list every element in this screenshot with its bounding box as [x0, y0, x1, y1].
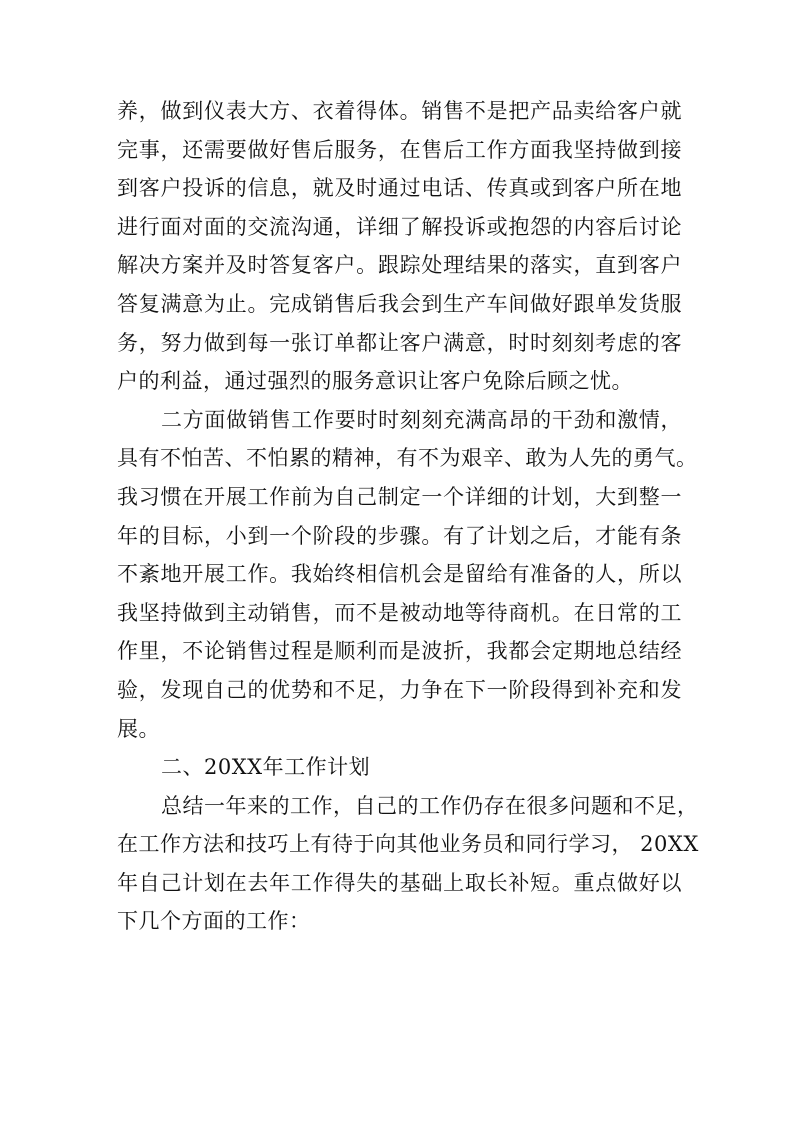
text-line: 年的目标，小到一个阶段的步骤。有了计划之后，才能有条 [117, 523, 682, 548]
text-line: 我坚持做到主动销售，而不是被动地等待商机。在日常的工 [117, 600, 682, 625]
text-line: 在工作方法和技巧上有待于向其他业务员和同行学习， 20XX [117, 832, 699, 857]
document-body [117, 92, 699, 941]
text-line: 下几个方面的工作： [117, 909, 311, 934]
text-line: 到客户投诉的信息，就及时通过电话、传真或到客户所在地 [117, 176, 682, 201]
text-line: 答复满意为止。完成销售后我会到生产车间做好跟单发货服 [117, 291, 682, 316]
text-line: 具有不怕苦、不怕累的精神，有不为艰辛、敢为人先的勇气。 [117, 446, 698, 471]
text-line: 不紊地开展工作。我始终相信机会是留给有准备的人，所以 [117, 562, 682, 587]
text-line: 完事，还需要做好售后服务，在售后工作方面我坚持做到接 [117, 137, 682, 162]
paragraph-first-line: 总结一年来的工作，自己的工作仍存在很多问题和不足， [161, 793, 699, 818]
text-line: 务，努力做到每一张订单都让客户满意，时时刻刻考虑的客 [117, 330, 682, 355]
text-line: 验，发现自己的优势和不足，力争在下一阶段得到补充和发 [117, 677, 682, 702]
text-line: 我习惯在开展工作前为自己制定一个详细的计划，大到整一 [117, 484, 682, 509]
text-line: 解决方案并及时答复客户。跟踪处理结果的落实，直到客户 [117, 253, 682, 278]
text-line: 户的利益，通过强烈的服务意识让客户免除后顾之忧。 [117, 369, 633, 394]
text-line: 作里，不论销售过程是顺利而是波折，我都会定期地总结经 [117, 639, 682, 664]
text-line: 年自己计划在去年工作得失的基础上取长补短。重点做好以 [117, 870, 682, 895]
paragraph-first-line: 二方面做销售工作要时时刻刻充满高昂的干劲和激情， [161, 407, 682, 432]
text-line: 展。 [117, 716, 160, 741]
text-line: 进行面对面的交流沟通，详细了解投诉或抱怨的内容后讨论 [117, 214, 682, 239]
section-heading: 二、20XX年工作计划 [161, 755, 371, 780]
text-line: 养，做到仪表大方、衣着得体。销售不是把产品卖给客户就 [117, 99, 682, 123]
